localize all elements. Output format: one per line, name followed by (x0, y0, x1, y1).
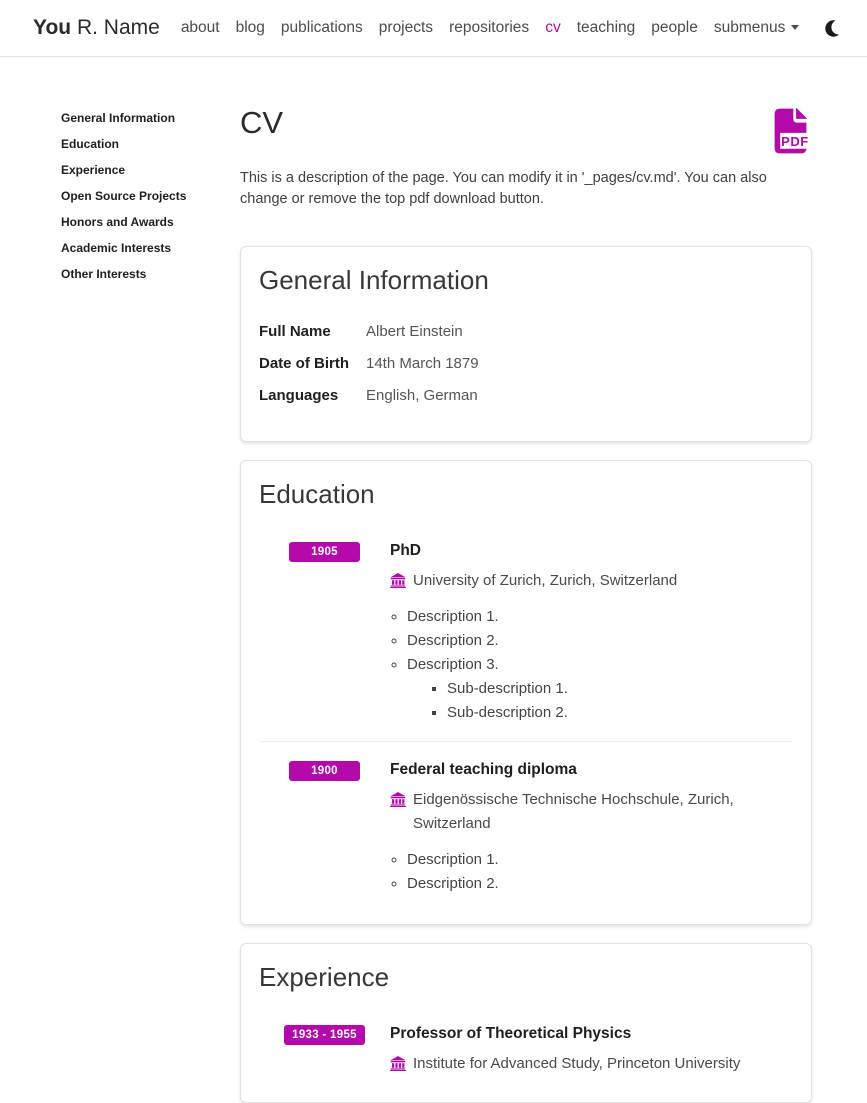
nav-item-projects[interactable]: projects (378, 19, 434, 36)
nav-item-cv[interactable]: cv (545, 19, 561, 36)
sidebar-item-academic-interests[interactable]: Academic Interests (61, 241, 172, 255)
list-item: ◦ Description 1. (407, 605, 793, 629)
entry-institution (390, 788, 793, 836)
entry-content (390, 539, 793, 725)
row-label-languages: Languages (259, 386, 339, 404)
nav-item-people[interactable]: people (651, 19, 698, 36)
chevron-down-icon (791, 25, 799, 30)
page-description: This is a description of the page. You can modify it in '_pages/cv.md'. You can also change or remove the top pdf download button. (240, 170, 767, 207)
top-navbar (0, 0, 867, 57)
sub-description-list (407, 677, 793, 725)
entry-institution (390, 569, 793, 593)
education-card (240, 460, 812, 925)
year-badge: 1933 - 1955 (284, 1025, 365, 1045)
general-information-card (240, 246, 812, 442)
main-content (240, 57, 812, 1103)
institution-text: Eidgenössische Technische Hochschule, Zurich, Switzerland (413, 791, 734, 832)
sidebar-item-open-source-projects[interactable]: Open Source Projects (61, 189, 187, 203)
page-layout (0, 57, 867, 1103)
list-item: ▪ Sub-description 2. (447, 701, 793, 725)
university-icon (390, 792, 406, 836)
entry-divider (259, 741, 793, 742)
brand-link[interactable] (33, 16, 160, 40)
timeline-entry-professor (259, 1022, 793, 1076)
section-title-experience: Experience (259, 962, 390, 992)
entry-institution (390, 1052, 793, 1076)
education-entries (259, 539, 793, 896)
brand-last-name: R. Name (76, 16, 160, 39)
sidebar-item-honors-and-awards[interactable]: Honors and Awards (61, 215, 174, 229)
timeline-entry-phd (259, 539, 793, 725)
toc-sidebar (61, 57, 240, 1103)
timeline-entry-teaching-diploma (259, 758, 793, 896)
institution-text: Institute for Advanced Study, Princeton University (413, 1055, 741, 1072)
sidebar-item-other-interests[interactable]: Other Interests (61, 267, 147, 281)
pdf-file-icon (769, 133, 812, 159)
year-badge: 1900 (289, 761, 360, 781)
general-information-table (259, 315, 793, 411)
nav-item-publications[interactable]: publications (280, 19, 363, 36)
year-badge: 1905 (289, 542, 360, 562)
badge-column (259, 1022, 390, 1076)
table-row (259, 379, 793, 411)
description-list (390, 605, 793, 725)
main-nav (181, 18, 845, 39)
entry-title: Federal teaching diploma (390, 761, 577, 778)
entry-content (390, 758, 793, 896)
list-item: ◦ Description 2. (407, 629, 793, 653)
sidebar-item-education[interactable]: Education (61, 137, 120, 151)
badge-column (259, 758, 390, 896)
nav-item-about[interactable]: about (180, 19, 220, 36)
experience-card (240, 943, 812, 1103)
section-title-education: Education (259, 479, 375, 509)
nav-item-submenus[interactable] (714, 19, 800, 37)
institution-text: University of Zurich, Zurich, Switzerland (413, 572, 678, 589)
badge-column (259, 539, 390, 725)
university-icon (390, 1056, 406, 1076)
description-list (390, 848, 793, 896)
section-title-general-information: General Information (259, 265, 489, 295)
page-title: CV (240, 105, 284, 140)
row-label-full-name: Full Name (259, 322, 331, 340)
list-item: ◦ Description 2. (407, 872, 793, 896)
entry-title: PhD (390, 542, 421, 559)
moon-icon (824, 27, 845, 42)
svg-text:PDF: PDF (781, 133, 809, 149)
table-row (259, 347, 793, 379)
nav-item-repositories[interactable]: repositories (449, 19, 530, 36)
sidebar-item-experience[interactable]: Experience (61, 163, 126, 177)
university-icon (390, 573, 406, 593)
list-item: ◦ Description 1. (407, 848, 793, 872)
list-item: ◦ Description 3. ▪ Sub-description 1. ▪ Sub-description 2. (407, 653, 793, 725)
entry-content (390, 1022, 793, 1076)
list-item: ▪ Sub-description 1. (447, 677, 793, 701)
row-value-languages: English, German (366, 386, 478, 404)
page-header (240, 105, 812, 155)
nav-item-teaching[interactable]: teaching (576, 19, 636, 36)
sidebar-item-general-information[interactable]: General Information (61, 111, 176, 125)
nav-item-blog[interactable]: blog (235, 19, 265, 36)
pdf-download-button[interactable] (769, 107, 812, 155)
experience-entries (259, 1022, 793, 1076)
row-value-full-name: Albert Einstein (366, 322, 463, 340)
brand-first-name: You (33, 16, 72, 39)
dark-mode-toggle[interactable] (824, 18, 845, 39)
nav-item-submenus-label: submenus (713, 19, 786, 36)
row-value-date-of-birth: 14th March 1879 (366, 354, 479, 372)
entry-title: Professor of Theoretical Physics (390, 1025, 632, 1042)
table-row (259, 315, 793, 347)
row-label-date-of-birth: Date of Birth (259, 354, 349, 372)
